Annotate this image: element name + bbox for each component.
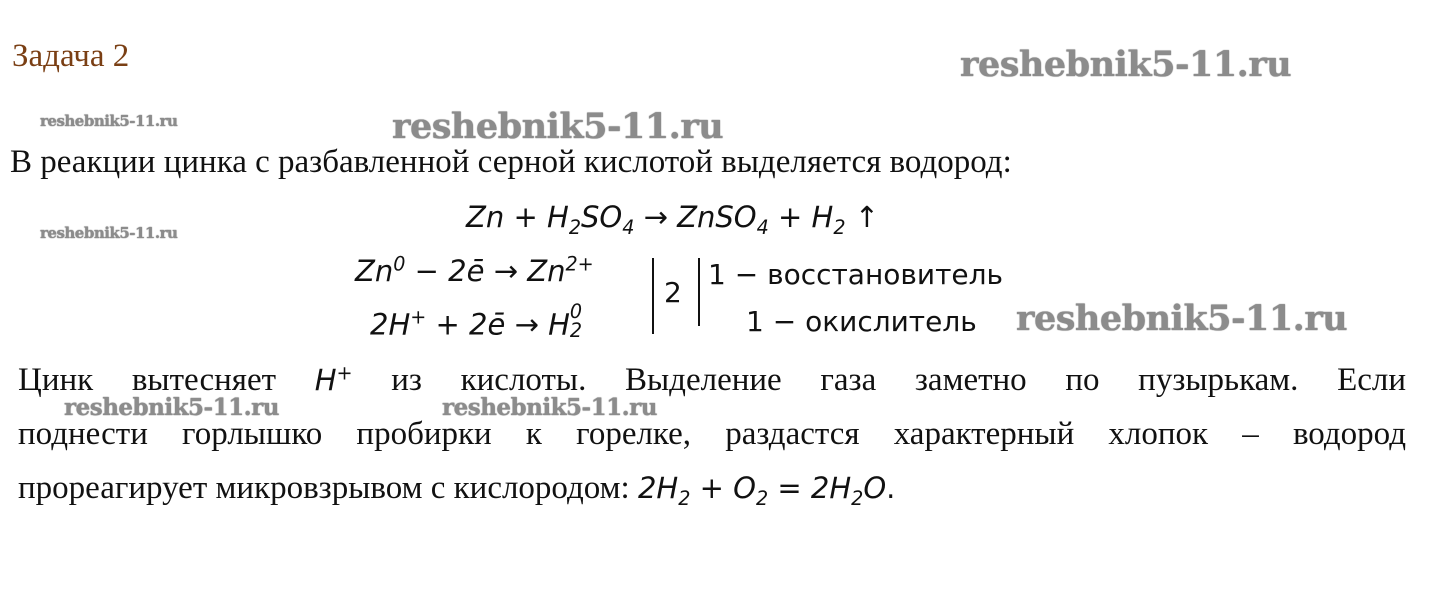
watermark: reshebnik5-11.ru [392, 106, 724, 147]
eq-so: SO [580, 200, 623, 234]
eq-so-sub: 4 [622, 215, 635, 239]
we-h: 2H [637, 471, 679, 505]
balance-bar-left [652, 258, 654, 334]
hr1-arrow: → [493, 254, 518, 288]
watermark: reshebnik5-11.ru [40, 224, 178, 242]
eq-znso-sub: 4 [756, 215, 769, 239]
eq-h2-sub: 2 [833, 215, 846, 239]
eq-h-sub: 2 [568, 215, 581, 239]
watermark: reshebnik5-11.ru [64, 394, 279, 421]
hr2-hydrogen-oxidation-state: 0 [569, 300, 583, 323]
task-title: Задача 2 [12, 38, 130, 74]
we-plus: + [699, 471, 724, 505]
eq-arrow: → [643, 200, 668, 234]
watermark: reshebnik5-11.ru [960, 44, 1292, 85]
hr2-hydrogen: H [548, 307, 570, 342]
p3-text: прореагирует микровзрывом с кислородом: [18, 470, 630, 506]
hr1-zn: Zn [355, 254, 394, 288]
eq-h2: H [811, 200, 834, 234]
hr1-electrons: 2ē [448, 254, 485, 288]
water-equation [637, 471, 896, 510]
hr2-hydrogen-indices [569, 300, 583, 343]
hr2-hydrogen-ion: 2H [370, 307, 411, 342]
oxidizer-label: 1 − окислитель [746, 305, 977, 338]
balance-factor: 2 [664, 276, 682, 309]
p1-ion-charge: + [336, 361, 353, 385]
we-water-o: O [863, 471, 887, 505]
hr2-hydrogen-charge: + [410, 305, 427, 329]
paragraph-line-3 [18, 462, 1406, 514]
eq-znso: ZnSO [677, 200, 757, 234]
eq-h: H [547, 200, 569, 234]
reducer-label: 1 − восстановитель [708, 258, 1004, 291]
half-reaction-reduction [370, 302, 582, 341]
hr1-zn-charge: 0 [393, 252, 406, 276]
p1-ion-symbol: H [314, 363, 337, 397]
main-equation [466, 200, 880, 239]
hr2-arrow: → [514, 307, 539, 342]
we-period: . [886, 471, 896, 505]
we-o: O [733, 471, 756, 505]
half-reaction-oxidation [355, 254, 594, 288]
p1-ion [315, 363, 353, 397]
p1-text-b: из кислоты. Выделение газа заметно по пузырькам. Если [391, 362, 1407, 398]
we-o-sub: 2 [755, 486, 769, 510]
hr2-electrons: 2ē [469, 307, 506, 342]
hr1-zn-ion-charge: 2+ [565, 252, 594, 276]
we-equals: = [777, 471, 802, 505]
eq-plus: + [513, 200, 538, 234]
eq-zn: Zn [466, 200, 505, 234]
hr1-zn-ion: Zn [527, 254, 566, 288]
hr2-hydrogen-sub: 2 [569, 319, 583, 343]
eq-plus: + [778, 200, 803, 234]
we-water-h-sub: 2 [851, 486, 864, 510]
gas-up-arrow: ↑ [854, 200, 880, 234]
hr2-plus: + [435, 307, 460, 342]
we-water-h: 2H [810, 471, 852, 505]
paragraph-line-2: поднести горлышко пробирки к горелке, раздастся характерный хлопок – водород [18, 416, 1406, 452]
watermark: reshebnik5-11.ru [40, 112, 178, 130]
intro-text: В реакции цинка с разбавленной серной кислотой выделяется водород: [10, 144, 1012, 180]
p1-text-a: Цинк вытесняет [18, 362, 277, 398]
balance-bar-right [698, 258, 700, 326]
we-h-sub: 2 [678, 486, 691, 510]
hr1-minus: − [414, 254, 439, 288]
watermark: reshebnik5-11.ru [442, 394, 657, 421]
watermark: reshebnik5-11.ru [1016, 298, 1348, 339]
